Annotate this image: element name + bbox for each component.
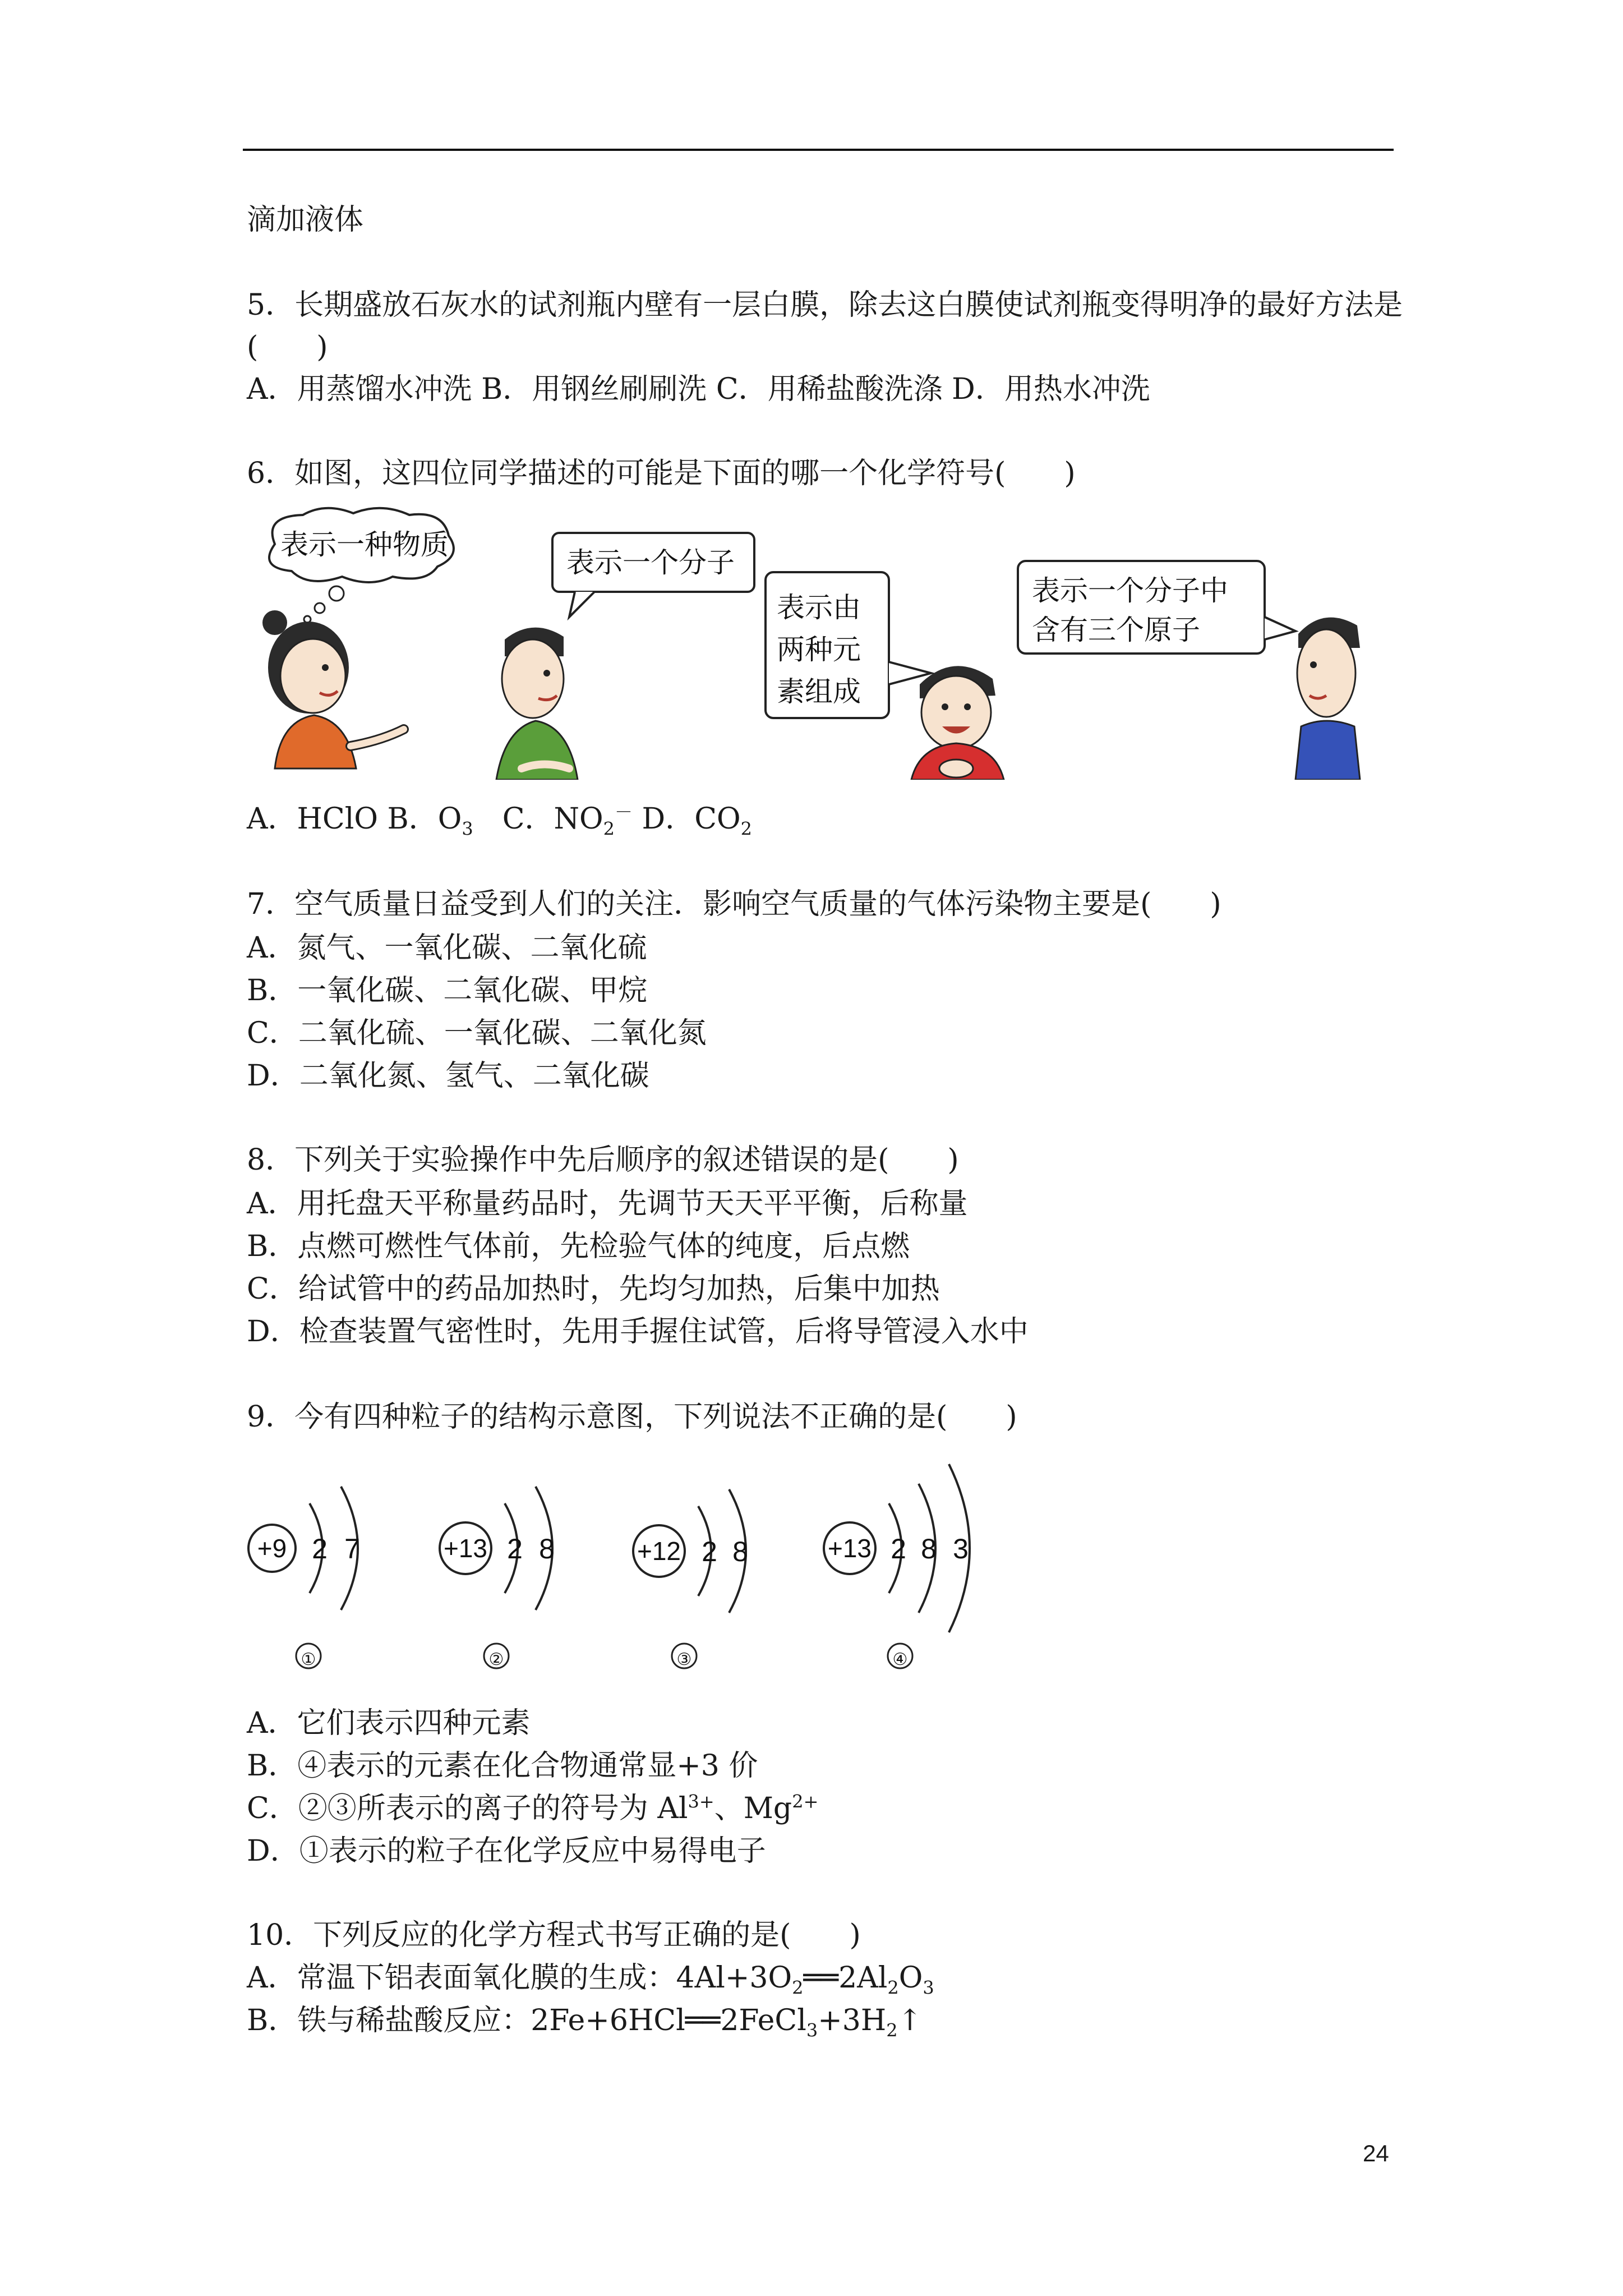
q8-option-b: B．点燃可燃性气体前，先检验气体的纯度，后点燃: [247, 1230, 910, 1263]
atom-2-shell-1: 2: [507, 1533, 523, 1565]
q10-option-b-gas-arrow: ↑: [897, 2004, 923, 2037]
q10-option-a-sub-3: 3: [923, 1977, 934, 1999]
q6-option-a-b: A．HClO B．O: [247, 802, 462, 836]
q10-option-b-sub-2: 2: [886, 2019, 898, 2041]
q8-option-d: D．检查装置气密性时，先用手握住试管，后将导管浸入水中: [247, 1315, 1029, 1349]
q10-option-a: [247, 1960, 934, 1999]
bubble-3-line-1: 表示由: [777, 591, 861, 624]
bubble-4-line-1: 表示一个分子中: [1032, 574, 1228, 607]
q10-option-a-oxygen: O: [898, 1961, 923, 1995]
student-girl-figure: [262, 610, 404, 769]
q9-option-c-text: C．②③所表示的离子的符号为 Al: [247, 1792, 688, 1825]
student-boy-green-figure: [496, 628, 578, 780]
atom-1-nucleus: +9: [257, 1534, 287, 1563]
q10-option-b: [247, 2003, 922, 2039]
atom-2-nucleus: +13: [443, 1534, 488, 1563]
q10-option-b-text: B．铁与稀盐酸反应：2Fe+6HCl══2FeCl: [247, 2004, 806, 2037]
q6-option-c: C．NO: [473, 802, 603, 836]
q10-option-a-sub-1: 2: [792, 1977, 804, 1999]
previous-question-tail: 滴加液体: [247, 203, 364, 237]
atom-4-shell-1: 2: [891, 1533, 906, 1565]
q6-option-d-subscript: 2: [740, 818, 752, 840]
atom-3-shell-2: 8: [732, 1536, 748, 1567]
bubble-3-line-2: 两种元: [777, 633, 861, 666]
q6-options: [247, 801, 752, 840]
q8-option-a: A．用托盘天平称量药品时，先调节天天平平衡，后称量: [247, 1187, 968, 1221]
atom-4-shell-2: 8: [921, 1533, 937, 1565]
atom-1-label: ①: [301, 1650, 316, 1669]
q10-option-a-text: A．常温下铝表面氧化膜的生成：4Al+3O: [247, 1961, 792, 1995]
thought-bubble-1: [269, 508, 454, 623]
q6-option-d: D．CO: [632, 802, 741, 836]
header-rule: [243, 149, 1394, 151]
q7-stem: 7．空气质量日益受到人们的关注．影响空气质量的气体污染物主要是( ): [247, 887, 1221, 921]
q9-option-c-mg-charge: 2+: [792, 1791, 819, 1812]
q7-option-a: A．氮气、一氧化碳、二氧化硫: [247, 931, 647, 965]
atom-2-label: ②: [488, 1650, 504, 1669]
q7-option-d: D．二氧化氮、氢气、二氧化碳: [247, 1059, 649, 1093]
atom-3-label: ③: [676, 1650, 692, 1669]
atom-2-shell-2: 8: [539, 1533, 555, 1565]
bubble-3-line-3: 素组成: [777, 675, 861, 708]
q10-option-a-sub-2: 2: [887, 1977, 899, 1999]
atom-3-nucleus: +12: [637, 1536, 681, 1566]
q7-option-c: C．二氧化硫、一氧化碳、二氧化氮: [247, 1016, 707, 1050]
atom-diagram-1: [248, 1487, 360, 1669]
atom-diagram-4: [824, 1464, 970, 1669]
q9-stem: 9．今有四种粒子的结构示意图，下列说法不正确的是( ): [247, 1400, 1017, 1434]
q5-options: A．用蒸馏水冲洗 B．用钢丝刷刷洗 C．用稀盐酸洗涤 D．用热水冲洗: [247, 372, 1150, 406]
q10-option-b-hydrogen: +3H: [818, 2004, 887, 2037]
q6-option-b-subscript: 3: [462, 818, 473, 840]
bubble-1-text: 表示一种物质: [280, 528, 449, 561]
atom-diagram-3: [633, 1489, 748, 1669]
student-boy-red-figure: [911, 666, 1004, 780]
q10-stem: 10．下列反应的化学方程式书写正确的是( ): [247, 1918, 861, 1952]
q9-option-b: B．④表示的元素在化合物通常显+3 价: [247, 1749, 758, 1783]
q9-option-c-mg: 、Mg: [714, 1792, 792, 1825]
page-number: 24: [1363, 2140, 1389, 2166]
atom-1-shell-1: 2: [312, 1533, 328, 1565]
q6-students-illustration: [241, 505, 1396, 780]
atom-4-nucleus: +13: [827, 1534, 872, 1563]
speech-bubble-4: [1018, 561, 1295, 654]
atom-4-label: ④: [892, 1650, 908, 1669]
q8-option-c: C．给试管中的药品加热时，先均匀加热，后集中加热: [247, 1272, 940, 1306]
q9-option-c-al-charge: 3+: [688, 1791, 714, 1812]
q9-option-c: [247, 1791, 818, 1826]
q5-answer-paren: ( ): [247, 330, 328, 364]
student-man-blue-figure: [1295, 618, 1360, 780]
bubble-4-line-2: 含有三个原子: [1032, 614, 1200, 646]
atom-3-shell-1: 2: [702, 1536, 717, 1567]
atom-1-shell-2: 7: [344, 1533, 360, 1565]
q7-option-b: B．一氧化碳、二氧化碳、甲烷: [247, 974, 648, 1007]
atom-4-shell-3: 3: [953, 1533, 969, 1565]
q10-option-b-sub-1: 3: [806, 2019, 818, 2041]
bubble-2-text: 表示一个分子: [566, 546, 735, 579]
q9-atom-structure-diagrams: [241, 1447, 1026, 1694]
q6-option-c-subscript: 2: [603, 818, 615, 840]
atom-diagram-2: [440, 1487, 555, 1669]
q6-stem: 6．如图，这四位同学描述的可能是下面的哪一个化学符号( ): [247, 457, 1076, 490]
q8-stem: 8．下列关于实验操作中先后顺序的叙述错误的是( ): [247, 1143, 959, 1177]
q9-option-a: A．它们表示四种元素: [247, 1706, 531, 1740]
q6-option-c-superscript: －: [614, 801, 633, 823]
q5-stem: 5．长期盛放石灰水的试剂瓶内壁有一层白膜，除去这白膜使试剂瓶变得明净的最好方法是: [247, 288, 1403, 322]
q10-option-a-product: ══2Al: [803, 1961, 888, 1995]
q9-option-d: D．①表示的粒子在化学反应中易得电子: [247, 1834, 766, 1868]
speech-bubble-2: [552, 533, 754, 617]
speech-bubble-3: [766, 572, 931, 718]
